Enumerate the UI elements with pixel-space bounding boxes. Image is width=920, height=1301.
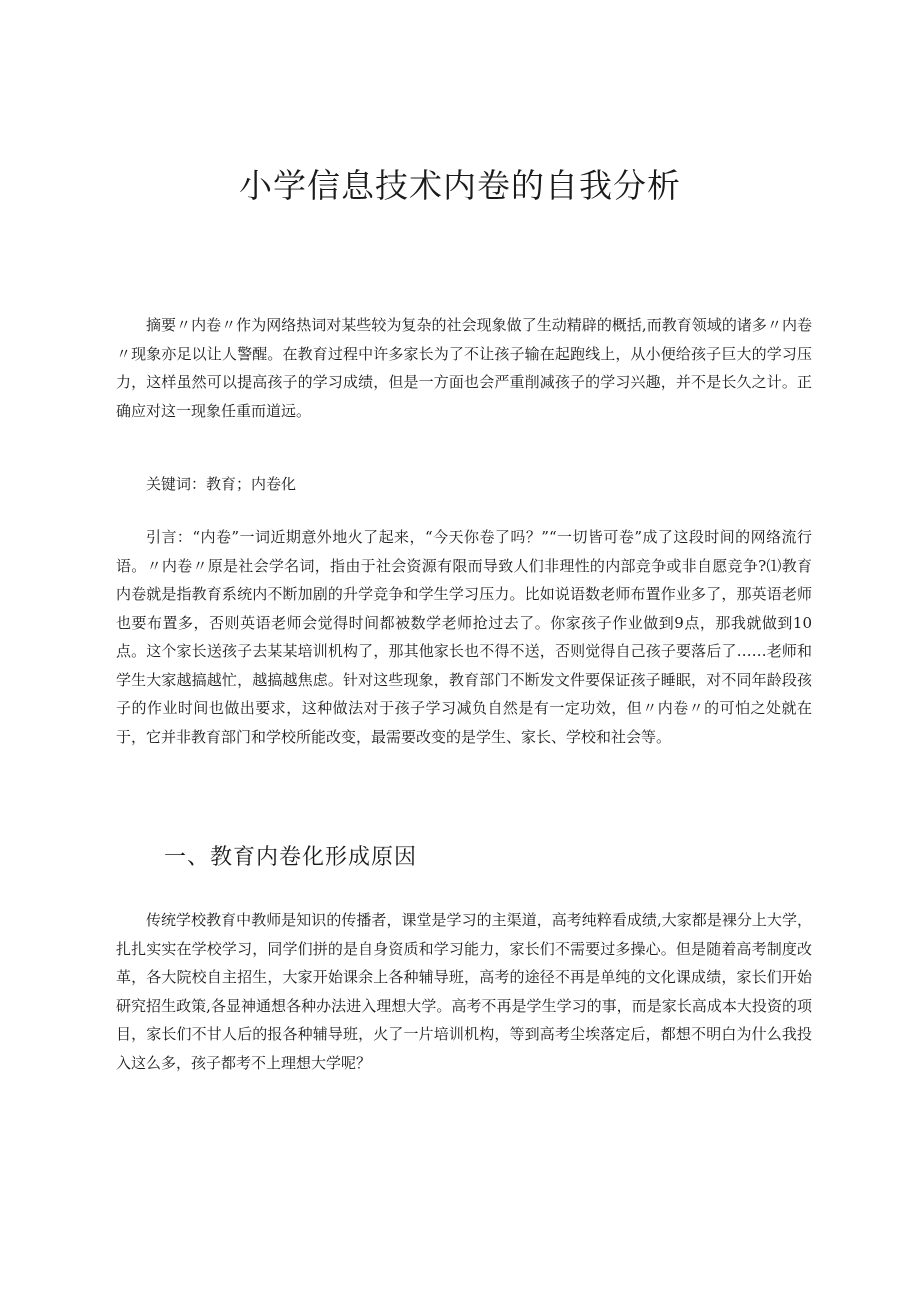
document-title: 小学信息技术内卷的自我分析 [239,166,681,205]
section-1-heading: 一、教育内卷化形成原因 [164,845,418,870]
introduction-paragraph: 引言：“内卷”一词近期意外地火了起来，“今天你卷了吗？”“一切皆可卷”成了这段时间的网络流行语。〃内卷〃原是社会学名词，指由于社会资源有限而导致人们非理性的内部竞争或非自愿竞争?⑴教育内卷就是指教育系统内不断加剧的升学竞争和学生学习压力。比如说语数老师布置作业多了，那英语老师也要布置多，否则英语老师会觉得时间都被数学老师抢过去了。你家孩子作业做到9点，那我就做到10点。这个家长送孩子去某某培训机构了，那其他家长也不得不送，否则觉得自己孩子要落后了……老师和学生大家越搞越忙，越搞越焦虑。针对这些现象，教育部门不断发文件要保证孩子睡眠，对不同年龄段孩子的作业时间也做出要求，这种做法对于孩子学习减负自然是有一定功效，但〃内卷〃的可怕之处就在于，它并非教育部门和学校所能改变，最需要改变的是学生、家长、学校和社会等。 [116,528,812,746]
section-1-body: 传统学校教育中教师是知识的传播者，课堂是学习的主渠道，高考纯粹看成绩,大家都是裸分上大学，扎扎实实在学校学习，同学们拼的是自身资质和学习能力，家长们不需要过多操心。但是随着高考制度改革，各大院校自主招生，大家开始课余上各种辅导班，高考的途径不再是单纯的文化课成绩，家长们开始研究招生政策,各显神通想各种办法进入理想大学。高考不再是学生学习的事，而是家长高成本大投资的项目，家长们不甘人后的报各种辅导班，火了一片培训机构，等到高考尘埃落定后，都想不明白为什么我投入这么多，孩子都考不上理想大学呢？ [116,911,812,1072]
abstract-paragraph: 摘要〃内卷〃作为网络热词对某些较为复杂的社会现象做了生动精辟的概括,而教育领域的诸多〃内卷〃现象亦足以让人警醒。在教育过程中许多家长为了不让孩子输在起跑线上，从小便给孩子巨大的学习压力，这样虽然可以提高孩子的学习成绩，但是一方面也会严重削减孩子的学习兴趣，并不是长久之计。正确应对这一现象任重而道远。 [116,316,812,420]
keywords-paragraph: 关键词：教育；内卷化 [146,475,297,493]
